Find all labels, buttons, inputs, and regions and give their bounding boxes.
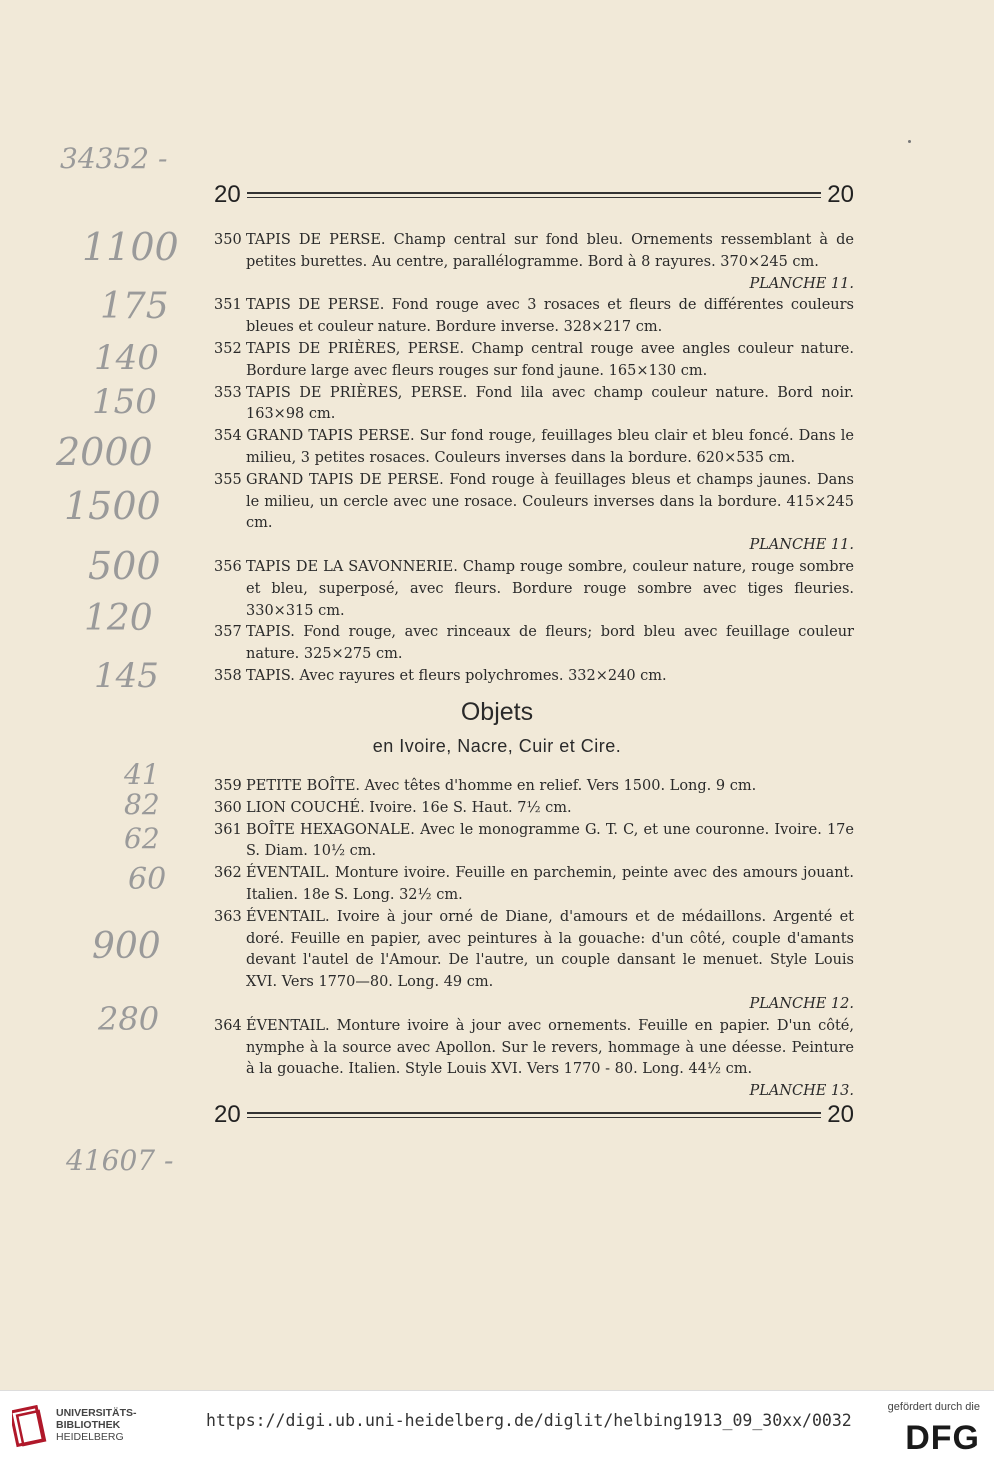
lot-description: TAPIS DE PRIÈRES, PERSE. Champ central rouge avee angles couleur nature. Bordure large avec fleurs rouges sur fond jaune. 165×130 cm.: [246, 340, 854, 379]
lot-entry: [214, 820, 854, 864]
lot-description: TAPIS DE PERSE. Fond rouge avec 3 rosaces et fleurs de différentes couleurs bleues et couleur nature. Bordure inverse. 328×217 cm.: [246, 297, 854, 336]
lot-description: PETITE BOÎTE. Avec têtes d'homme en relief. Vers 1500. Long. 9 cm.: [246, 778, 757, 794]
lot-entry: [214, 622, 854, 666]
funding-label: gefördert durch die: [887, 1401, 980, 1413]
page-number-right: 20: [827, 1101, 854, 1128]
price-note: 150: [92, 382, 157, 422]
section-title: Objets: [460, 698, 534, 726]
page-header-rule: [214, 180, 854, 210]
lot-description: LION COUCHÉ. Ivoire. 16e S. Haut. 7½ cm.: [246, 799, 572, 816]
lot-number: 355: [214, 471, 242, 488]
lot-description: ÉVENTAIL. Monture ivoire à jour avec ornements. Feuille en papier. D'un côté, nymphe à la source avec Apollon. Sur le revers, hommage à une déesse. Peinture à la gouache. Italien. Style Louis XVI. Vers 1770 - 80. Long. 44½ cm.: [246, 1017, 854, 1078]
price-note: 140: [94, 338, 159, 378]
page-number-right: 20: [827, 181, 854, 208]
price-note: 175: [100, 286, 169, 327]
price-note: 41: [124, 758, 160, 791]
university-name[interactable]: UNIVERSITÄTS- BIBLIOTHEK HEIDELBERG: [56, 1407, 137, 1443]
lot-number: 352: [214, 340, 242, 357]
page-number-left: 20: [214, 1101, 241, 1128]
price-note: 62: [124, 822, 160, 855]
page-url-link[interactable]: https://digi.ub.uni-heidelberg.de/diglit/helbing1913_09_30xx/0032: [206, 1411, 852, 1430]
lot-number: 363: [214, 908, 242, 925]
lot-number: 362: [214, 865, 242, 882]
plate-reference: PLANCHE 12.: [749, 995, 854, 1012]
header-divider: [247, 192, 822, 198]
lot-list-objects: [214, 776, 854, 1103]
lot-number: 353: [214, 384, 242, 401]
lot-entry: [214, 230, 854, 295]
price-note: 280: [98, 1000, 160, 1038]
lot-number: 356: [214, 558, 242, 575]
lot-entry: [214, 295, 854, 339]
dfg-logo[interactable]: DFG: [905, 1419, 980, 1457]
university-logo-icon: [12, 1405, 48, 1449]
lot-number: 360: [214, 799, 242, 816]
page-number-left: 20: [214, 181, 241, 208]
lot-number: 350: [214, 232, 242, 248]
lot-description: TAPIS DE PERSE. Champ central sur fond bleu. Ornements ressemblant à de petites burettes. Au centre, parallélogramme. Bord à 8 rayures. 370×245 cm.: [246, 232, 854, 270]
lot-number: 351: [214, 297, 242, 314]
lot-entry: [214, 666, 854, 688]
page-footer-rule: [214, 1100, 854, 1130]
lot-description: TAPIS DE PRIÈRES, PERSE. Fond lila avec champ couleur nature. Bord noir. 163×98 cm.: [246, 384, 854, 423]
lot-description: ÉVENTAIL. Ivoire à jour orné de Diane, d'amours et de médaillons. Argenté et doré. Feuille en papier, avec peintures à la gouache: d'un côté, couple d'amants devant l'autel de l'Amour. De l'autre, un couple dansant le menuet. Style Louis XVI. Vers 1770—80. Long. 49 cm.: [246, 908, 854, 991]
price-note: 500: [88, 544, 161, 588]
lot-number: 358: [214, 667, 242, 684]
lot-number: 359: [214, 778, 242, 794]
footer-divider: [247, 1112, 822, 1118]
lot-description: TAPIS. Fond rouge, avec rinceaux de fleurs; bord bleu avec feuillage couleur nature. 325×275 cm.: [246, 624, 854, 663]
lot-list-carpets: [214, 230, 854, 688]
lot-entry: [214, 383, 854, 427]
lot-description: TAPIS DE LA SAVONNERIE. Champ rouge sombre, couleur nature, rouge sombre et bleu, superposé, avec fleurs. Bordure rouge sombre avec tiges fleuries. 330×315 cm.: [246, 558, 854, 619]
price-note: 1100: [82, 225, 179, 269]
lot-entry: [214, 470, 854, 557]
pencil-note-top: 34352 -: [60, 142, 168, 175]
section-subtitle: en Ivoire, Nacre, Cuir et Cire.: [372, 736, 622, 756]
price-note: 145: [94, 656, 159, 696]
lot-description: TAPIS. Avec rayures et fleurs polychromes. 332×240 cm.: [246, 667, 667, 684]
lot-number: 357: [214, 624, 242, 641]
price-note: 120: [84, 598, 153, 639]
lot-entry: [214, 907, 854, 1016]
plate-reference: PLANCHE 11.: [749, 537, 854, 554]
lot-entry: [214, 1016, 854, 1103]
lot-entry: [214, 798, 854, 820]
lot-description: BOÎTE HEXAGONALE. Avec le monogramme G. T. C, et une couronne. Ivoire. 17e S. Diam. 10½ cm.: [246, 821, 854, 860]
plate-reference: PLANCHE 13.: [749, 1083, 854, 1100]
speck: [908, 140, 911, 143]
price-note: 82: [124, 788, 160, 821]
pencil-note-bottom: 41607 -: [66, 1144, 174, 1177]
price-note: 2000: [56, 430, 153, 474]
viewer-footer: [0, 1390, 994, 1467]
lot-description: GRAND TAPIS DE PERSE. Fond rouge à feuillages bleus et champs jaunes. Dans le milieu, un cercle avec une rosace. Couleurs inverses dans la bordure. 415×245 cm.: [246, 471, 854, 532]
lot-entry: [214, 557, 854, 622]
lot-entry: [214, 776, 854, 798]
price-note: 60: [128, 862, 167, 897]
lot-entry: [214, 863, 854, 907]
plate-reference: PLANCHE 11.: [749, 275, 854, 292]
lot-description: ÉVENTAIL. Monture ivoire. Feuille en parchemin, peinte avec des amours jouant. Italien. 18e S. Long. 32½ cm.: [246, 865, 854, 903]
lot-entry: [214, 426, 854, 470]
price-note: 900: [92, 926, 161, 967]
lot-description: GRAND TAPIS PERSE. Sur fond rouge, feuillages bleu clair et bleu foncé. Dans le milieu, 3 petites rosaces. Couleurs inverses dans la bordure. 620×535 cm.: [246, 428, 854, 466]
lot-number: 361: [214, 821, 242, 838]
price-note: 1500: [64, 484, 161, 528]
lot-entry: [214, 339, 854, 383]
lot-number: 364: [214, 1017, 242, 1034]
lot-number: 354: [214, 428, 242, 445]
